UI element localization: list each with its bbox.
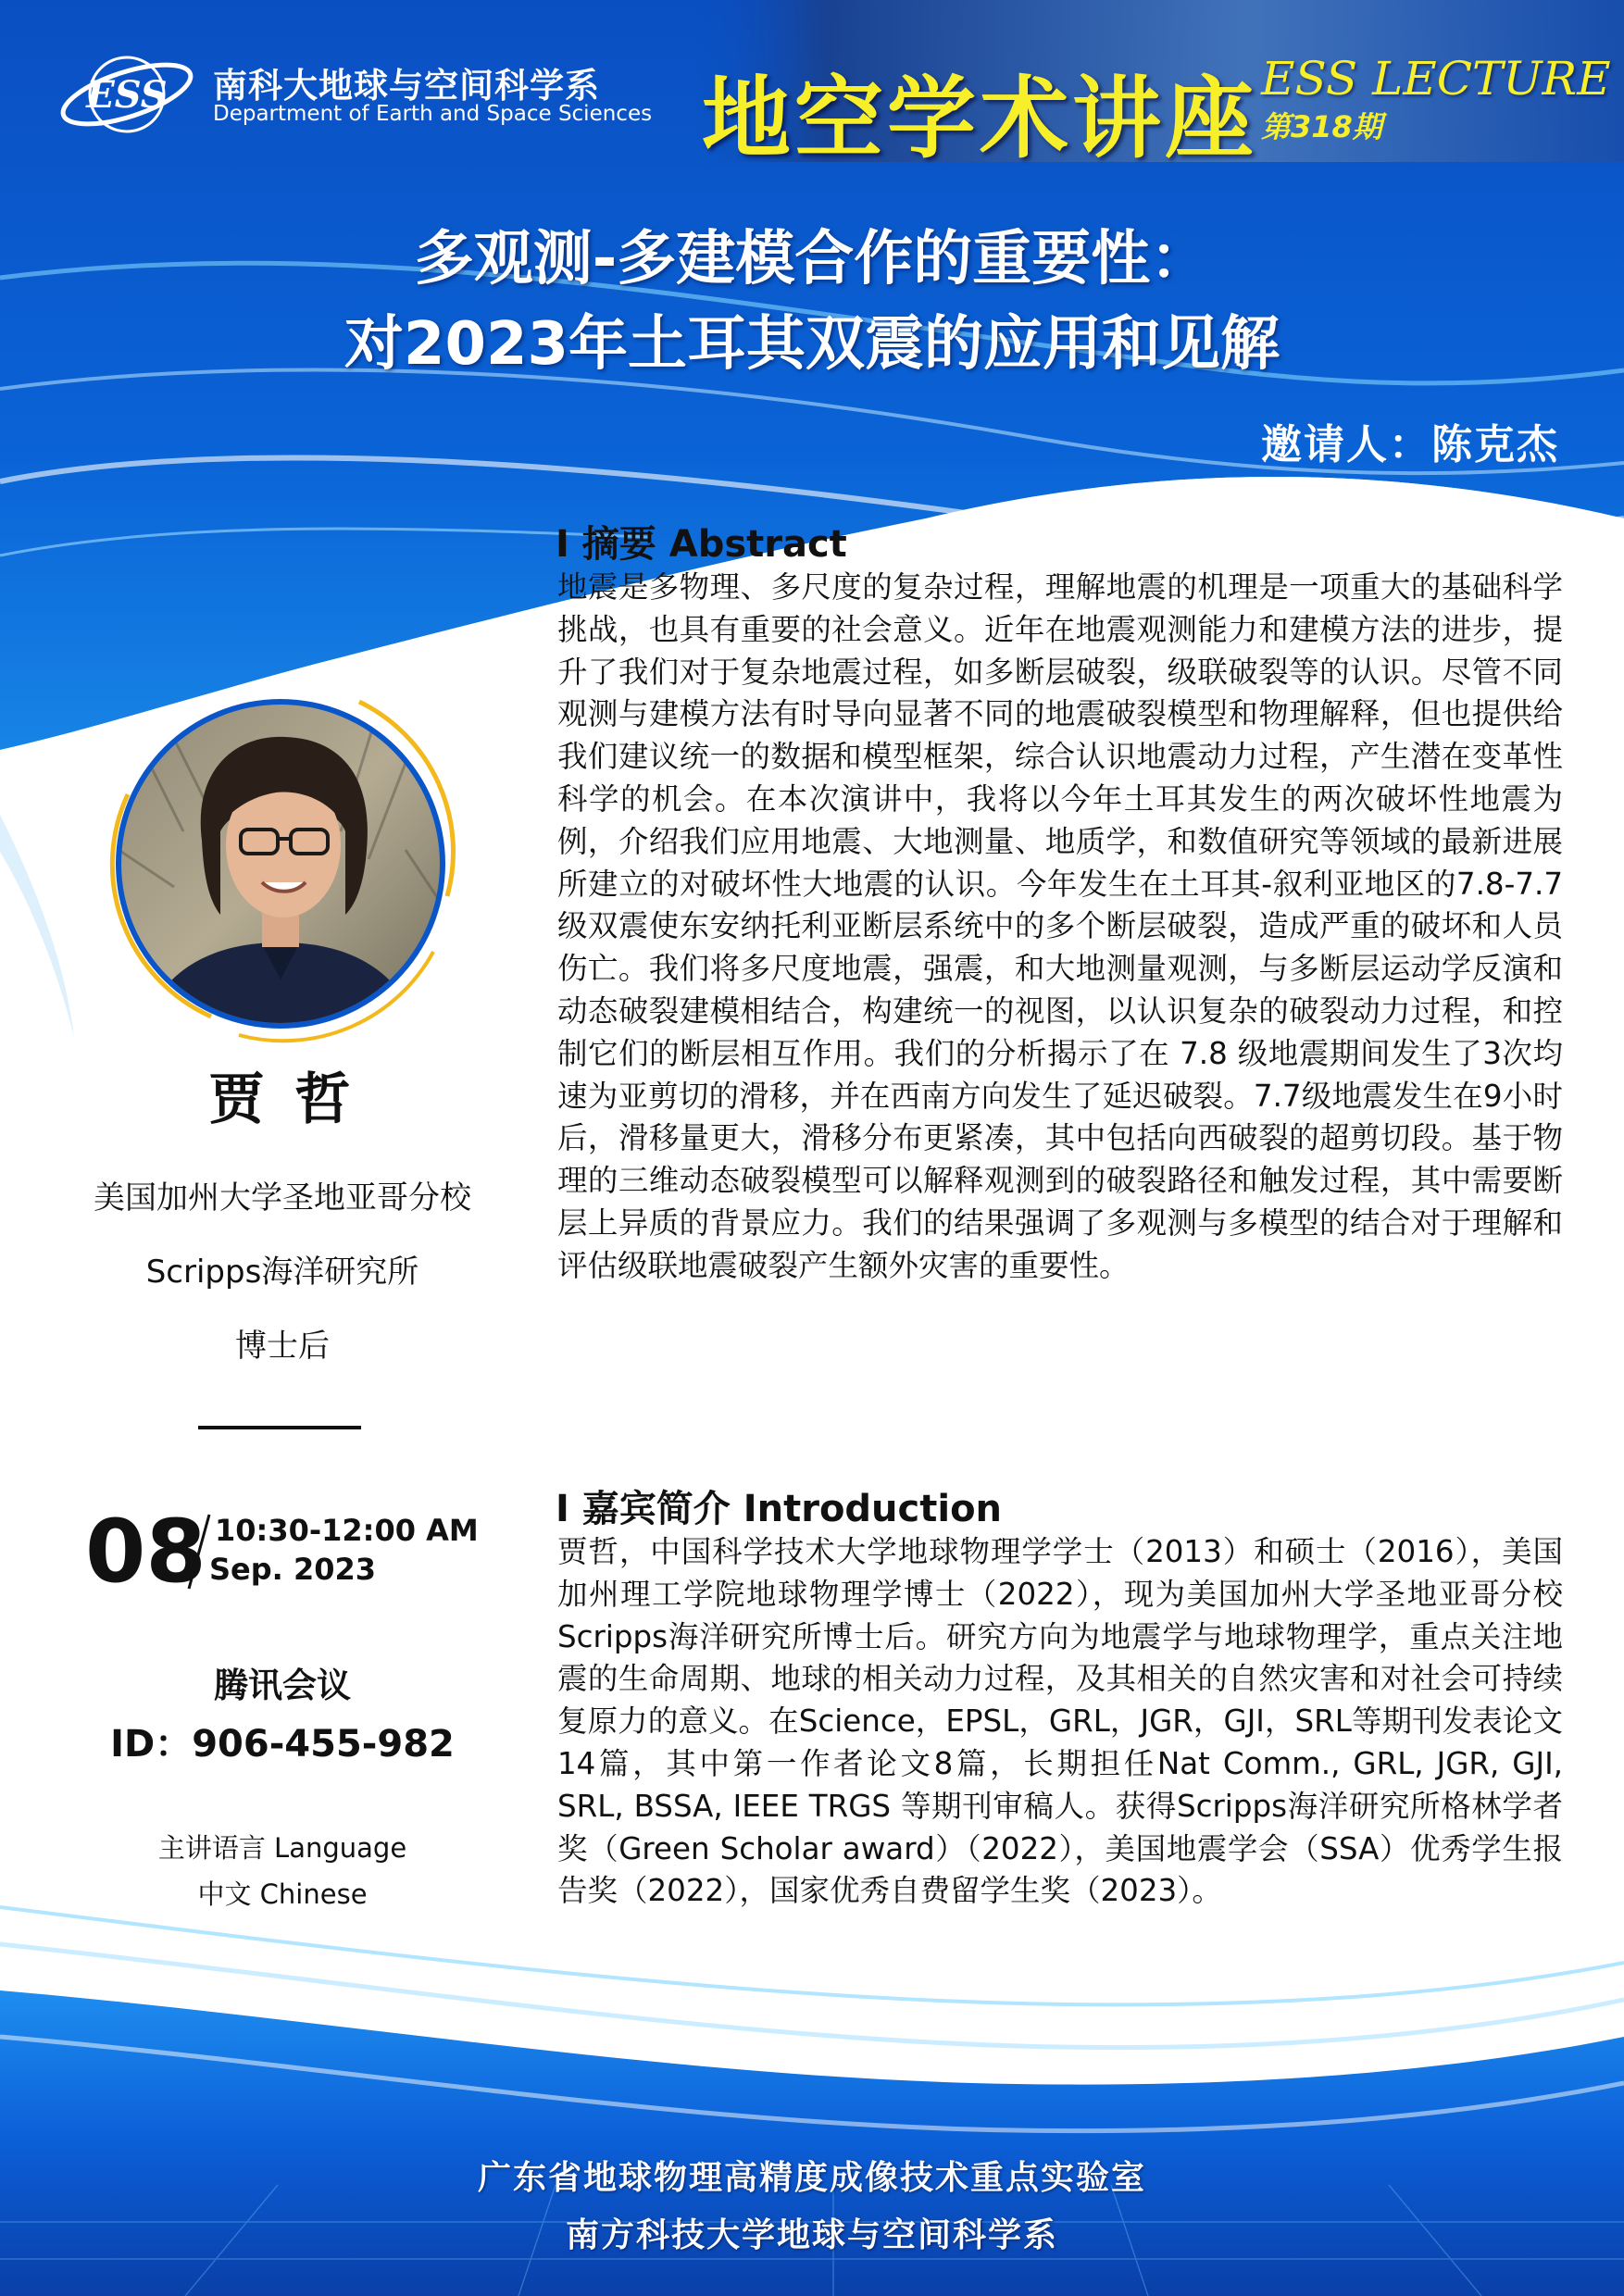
inviter: 邀请人：陈克杰: [1261, 421, 1559, 468]
meeting-platform: 腾讯会议: [214, 1666, 351, 1705]
issue-number: 第318期: [1261, 109, 1382, 144]
meeting-id: ID：906-455-982: [110, 1723, 455, 1766]
abstract-heading: I 摘要 Abstract: [556, 523, 847, 566]
speaker-position: 博士后: [235, 1328, 330, 1365]
talk-title-line1: 多观测-多建模合作的重要性：: [414, 225, 1210, 293]
introduction-heading: I 嘉宾简介 Introduction: [556, 1488, 1003, 1530]
event-time: 10:30-12:00 AM: [215, 1513, 479, 1548]
speaker-affiliation-institute: Scripps海洋研究所: [145, 1254, 419, 1291]
footer-lab: 广东省地球物理高精度成像技术重点实验室: [477, 2159, 1146, 2197]
speaker-affiliation-university: 美国加州大学圣地亚哥分校: [94, 1179, 471, 1217]
department-name-en: Department of Earth and Space Sciences: [213, 102, 653, 126]
speaker-name: 贾 哲: [208, 1067, 356, 1132]
language-label: 主讲语言 Language: [157, 1832, 407, 1864]
logo-text: ESS: [86, 73, 168, 117]
department-name-cn: 南科大地球与空间科学系: [213, 66, 600, 106]
language-value: 中文 Chinese: [197, 1878, 368, 1910]
divider: [198, 1426, 361, 1429]
footer-department: 南方科技大学地球与空间科学系: [565, 2216, 1058, 2254]
ess-logo-icon: [48, 48, 198, 141]
talk-title-line2: 对2023年土耳其双震的应用和见解: [344, 310, 1280, 379]
event-month: Sep. 2023: [209, 1552, 377, 1587]
lecture-series-title: 地空学术讲座: [702, 66, 1257, 170]
speaker-photo: [100, 683, 461, 1044]
lecture-series-en: ESS LECTURE: [1261, 52, 1611, 106]
event-day: 08: [85, 1502, 206, 1603]
abstract-text: 地震是多物理、多尺度的复杂过程，理解地震的机理是一项重大的基础科学挑战，也具有重要的社会意义。近年在地震观测能力和建模方法的进步，提升了我们对于复杂地震过程，如多断层破裂，级联破裂等的认识。尽管不同观测与建模方法有时导向显著不同的地震破裂模型和物理解释，但也提供给我们建议统一的数据和模型框架，综合认识地震动力过程，产生潜在变革性科学的机会。在本次演讲中，我将以今年土耳其发生的两次破坏性地震为例，介绍我们应用地震、大地测量、地质学，和数值研究等领域的最新进展所建立的对破坏性大地震的认识。今年发生在土耳其-叙利亚地区的7.8-7.7级双震使东安纳托利亚断层系统中的多个断层破裂，造成严重的破坏和人员伤亡。我们将多尺度地震，强震，和大地测量观测，与多断层运动学反演和动态破裂建模相结合，构建统一的视图，以认识复杂的破裂动力过程，和控制它们的断层相互作用。我们的分析揭示了在 7.8 级地震期间发生了3次均速为亚剪切的滑移，并在西南方向发生了延迟破裂。7.7级地震发生在9小时后，滑移量更大，滑移分布更紧凑，其中包括向西破裂的超剪切段。基于物理的三维动态破裂模型可以解释观测到的破裂路径和触发过程，其中需要断层上异质的背景应力。我们的结果强调了多观测与多模型的结合对于理解和评估级联地震破裂产生额外灾害的重要性。: [557, 569, 1563, 1283]
introduction-text: 贾哲，中国科学技术大学地球物理学学士（2013）和硕士（2016），美国加州理工学院地球物理学博士（2022），现为美国加州大学圣地亚哥分校Scripps海洋研究所博士后。研究方向为地震学与地球物理学，重点关注地震的生命周期、地球的相关动力过程，及其相关的自然灾害和对社会可持续复原力的意义。在Science，EPSL，GRL，JGR，GJI，SRL等期刊发表论文14篇，其中第一作者论文8篇，长期担任Nat Comm., GRL, JGR, GJI, SRL, BSSA, IEEE TRGS 等期刊审稿人。获得Scripps海洋研究所格林学者奖（Green Scholar award）（2022），美国地震学会（SSA）优秀学生报告奖（2022），国家优秀自费留学生奖（2023）。: [557, 1534, 1563, 1909]
